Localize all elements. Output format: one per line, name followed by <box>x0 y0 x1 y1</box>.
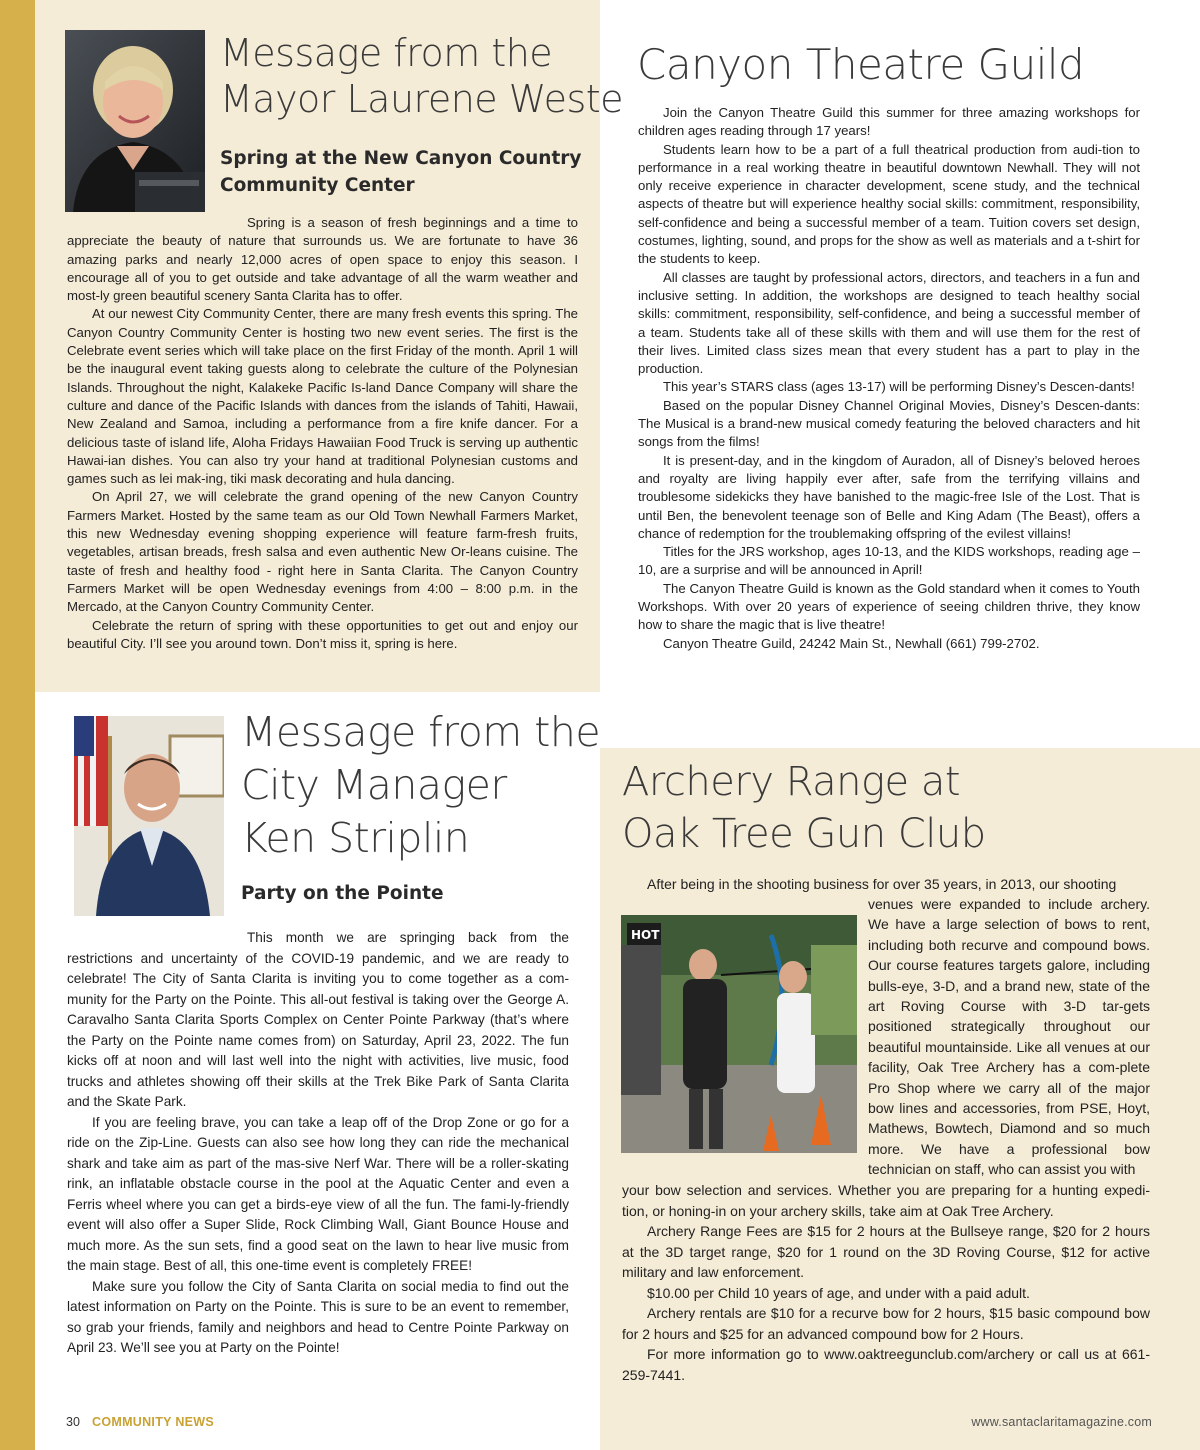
theatre-paragraph: This year’s STARS class (ages 13-17) will be performing Disney’s Descen-dants! <box>663 379 1135 395</box>
theatre-paragraph: All classes are taught by professional actors, directors, and teachers in a fun and inclusive setting. In addition, the workshops are designed to teach healthy social skills: commitment, responsibility, self-confidence, and being a successful member of a team. Students take all of these skills with them and will use them for the rest of their lives. Limited class sizes mean that every student has a part to play in the production. <box>638 269 1140 377</box>
mayor-subhead-line-2: Community Center <box>220 175 415 196</box>
archery-paragraph: Archery rentals are $10 for a recurve bow for 2 hours, $15 basic compound bow for 2 hours and $25 for an advanced compound bow for 2 Hours. <box>622 1305 1150 1342</box>
archery-article-body <box>622 1180 1150 1385</box>
section-name: COMMUNITY NEWS <box>92 1415 215 1429</box>
archery-photo-sign-text: HOT <box>631 928 660 942</box>
city-manager-paragraph: If you are feeling brave, you can take a leap off of the Drop Zone or go for a ride on the Zip-Line. Guests can also see how long they can ride the mechanical shark and take aim as part of the mas-sive Nerf War. There will be a roller-skating rink, an inflatable obstacle course in the pool at the Aquatic Center and even a Ferris wheel where you can get a birds-eye view of all the fun. The fami-ly-friendly event will also offer a Super Slide, Rock Climbing Wall, Giant Bounce House and much more. As the sun sets, find a good seat on the lawn to hear live music from the main stage. Best of all, this one-time event is completely FREE! <box>67 1114 569 1273</box>
mayor-subhead-line-1: Spring at the New Canyon Country <box>220 148 582 169</box>
page-number: 30 <box>66 1415 80 1429</box>
theatre-article-body <box>638 104 1140 653</box>
city-manager-portrait-illustration <box>74 716 224 916</box>
archery-wrap-text: venues were expanded to include archery. We have a large selection of bows to rent, including both recurve and compound bows. Our course features targets galore, including bulls-eye, 3-D, and a brand new, state of the art Roving Course with 3-D tar-gets positioned strategically throughout our beautiful mountainside. Like all venues at our facility, Oak Tree Archery has a com-plete Pro Shop where we carry all of the major bow lines and accessories, from PSE, Hoyt, Mathews, Bowtech, Diamond and so much more. We have a professional bow technician on staff, who can assist you with <box>868 896 1150 1178</box>
archery-continuation-text: your bow selection and services. Whether you are preparing for a hunting expedi-tion, or honing-in on your archery skills, take aim at Oak Tree Archery. <box>622 1182 1150 1219</box>
city-manager-subheading: Party on the Pointe <box>241 883 444 904</box>
archery-paragraph: Archery Range Fees are $15 for 2 hours at the Bullseye range, $20 for 2 hours at the 3D target range, $20 for 1 round on the 3D Roving Course, $12 for active military and law enforcement. <box>622 1223 1150 1280</box>
theatre-paragraph: Titles for the JRS workshop, ages 10-13, and the KIDS workshops, reading age – 10, are a surprise and will be announced in April! <box>638 544 1140 578</box>
theatre-paragraph: It is present-day, and in the kingdom of Auradon, all of Disney’s beloved heroes and royalty are living happily ever after, safe from the terrifying villains and troublesome sidekicks they have banished to the magic-free Isle of the Lost. That is until Ben, the benevolent teenage son of Belle and King Adam (The Beast), offers a chance of redemption for the troublemaking offspring of the evilest villains! <box>638 452 1140 541</box>
archery-paragraph: $10.00 per Child 10 years of age, and under with a paid adult. <box>647 1284 1030 1301</box>
archery-title-line-1: Archery Range at <box>622 759 961 805</box>
city-manager-title-line-2: City Manager <box>241 761 507 809</box>
theatre-contact-line: Canyon Theatre Guild, 24242 Main St., Newhall (661) 799-2702. <box>663 635 1040 651</box>
theatre-guild-title: Canyon Theatre Guild <box>637 40 1085 89</box>
city-manager-title-line-3: Ken Striplin <box>241 814 470 862</box>
archery-title-line-2: Oak Tree Gun Club <box>622 811 986 857</box>
archery-range-photo <box>621 915 857 1153</box>
archery-lead-paragraph: After being in the shooting business for over 35 years, in 2013, our shooting <box>647 876 1117 892</box>
mayor-portrait-illustration <box>65 30 205 212</box>
mayor-title-line-2: Mayor Laurene Weste <box>220 77 624 121</box>
city-manager-article-body <box>67 928 569 1359</box>
theatre-paragraph: Join the Canyon Theatre Guild this summer for three amazing workshops for children ages reading through 17 years! <box>638 105 1140 139</box>
mayor-paragraph: Celebrate the return of spring with these opportunities to get out and enjoy our beautiful City. I’ll see you around town. Don’t miss it, spring is here. <box>67 617 578 651</box>
theatre-paragraph: Students learn how to be a part of a full theatrical production from audi-tion to performance in a real working theatre in beautiful downtown Newhall. They will not only receive experience in character development, scene study, and the technical aspects of theatre but will experience healthy social skills: commitment, responsibility, self-confidence and being a successful member of a team. Tuition covers set design, costumes, lighting, sound, and props for the show as well as materials and a t-shirt for the students to keep. <box>638 141 1140 267</box>
gold-side-bar <box>0 0 35 1450</box>
mayor-subheading <box>220 145 590 199</box>
mayor-title-line-1: Message from the <box>220 31 553 75</box>
city-manager-paragraph: Make sure you follow the City of Santa Clarita on social media to find out the latest information on Party on the Pointe. This is sure to be an event to remember, so grab your friends, family and neighbors and head to Centre Pointe Parkway on April 23. We’ll see you at Party on the Pointe! <box>67 1278 569 1355</box>
archery-paragraph: For more information go to www.oaktreegunclub.com/archery or call us at 661-259-7441. <box>622 1346 1150 1383</box>
city-manager-paragraph: This month we are springing back from the restrictions and uncertainty of the COVID-19 pandemic, and we are ready to celebrate! The City of Santa Clarita is inviting you to come together as a com-munity for the Party on the Pointe. This all-out festival is taking over the George A. Caravalho Santa Clarita Sports Complex on Center Pointe Parkway (that’s where the Party on the Pointe name comes from) on Saturday, April 23, 2022. The fun kicks off at noon and will last well into the night with activities, live music, food trucks and athletes showing off their skills at the Trek Bike Park of Santa Clarita and the Skate Park. <box>67 930 569 1109</box>
archery-photo-illustration <box>621 915 857 1153</box>
mayor-portrait-photo <box>65 30 205 212</box>
mayor-paragraph: On April 27, we will celebrate the grand opening of the new Canyon Country Farmers Market. Hosted by the same team as our Old Town Newhall Farmers Market, this new Wednesday evening shopping experience will feature farm-fresh fruits, vegetables, artisan breads, fresh salsa and even authentic New Or-leans cuisine. The taste of fresh and healthy food - right here in Santa Clarita. The Canyon Country Farmers Market will be open Wednesday evenings from 4:00 – 8:00 p.m. in the Mercado, at the Canyon Country Community Center. <box>67 489 578 615</box>
mayor-message-title <box>220 30 623 122</box>
mayor-article-body <box>67 214 578 653</box>
city-manager-portrait-photo <box>74 716 224 916</box>
archery-wrapped-paragraph <box>868 894 1150 1180</box>
archery-range-title <box>622 756 986 860</box>
theatre-paragraph: Based on the popular Disney Channel Original Movies, Disney’s Descen-dants: The Musical is a brand-new musical comedy featuring the beloved characters and hit songs from the films! <box>638 397 1140 450</box>
magazine-url: www.santaclaritamagazine.com <box>971 1415 1152 1429</box>
theatre-paragraph: The Canyon Theatre Guild is known as the Gold standard when it comes to Youth Workshops. With over 20 years of experience of seeing children thrive, they know how to share the magic that is live theatre! <box>638 580 1140 633</box>
mayor-paragraph: Spring is a season of fresh beginnings and a time to appreciate the beauty of nature that surrounds us. We are fortunate to have 36 amazing parks and nearly 12,000 acres of open space to enjoy this season. I encourage all of you to get outside and take advantage of all the warm weather and most-ly green beautiful scenery Santa Clarita has to offer. <box>67 215 578 304</box>
mayor-paragraph: At our newest City Community Center, there are many fresh events this spring. The Canyon Country Community Center is hosting two new event series. The first is the Celebrate event series which will take place on the first Friday of the month. April 1 will be the inaugural event taking guests along to celebrate the culture of the Polynesian Islands. Throughout the night, Kalakeke Pacific Is-land Dance Company will share the culture and dance of the Pacific Islands with dances from the islands of Tahiti, Hawaii, New Zealand and Samoa, including a performance from a fire knife dancer. For a delicious taste of island life, Aloha Fridays Hawaiian Food Truck is serving up authentic Hawai-ian dishes. You can also try your hand at traditional Polynesian customs and games such as lei mak-ing, tiki mask decorating and hula dancing. <box>67 306 578 487</box>
city-manager-message-title <box>241 706 600 865</box>
archery-lead-line <box>622 874 1150 895</box>
city-manager-title-line-1: Message from the <box>241 708 601 756</box>
